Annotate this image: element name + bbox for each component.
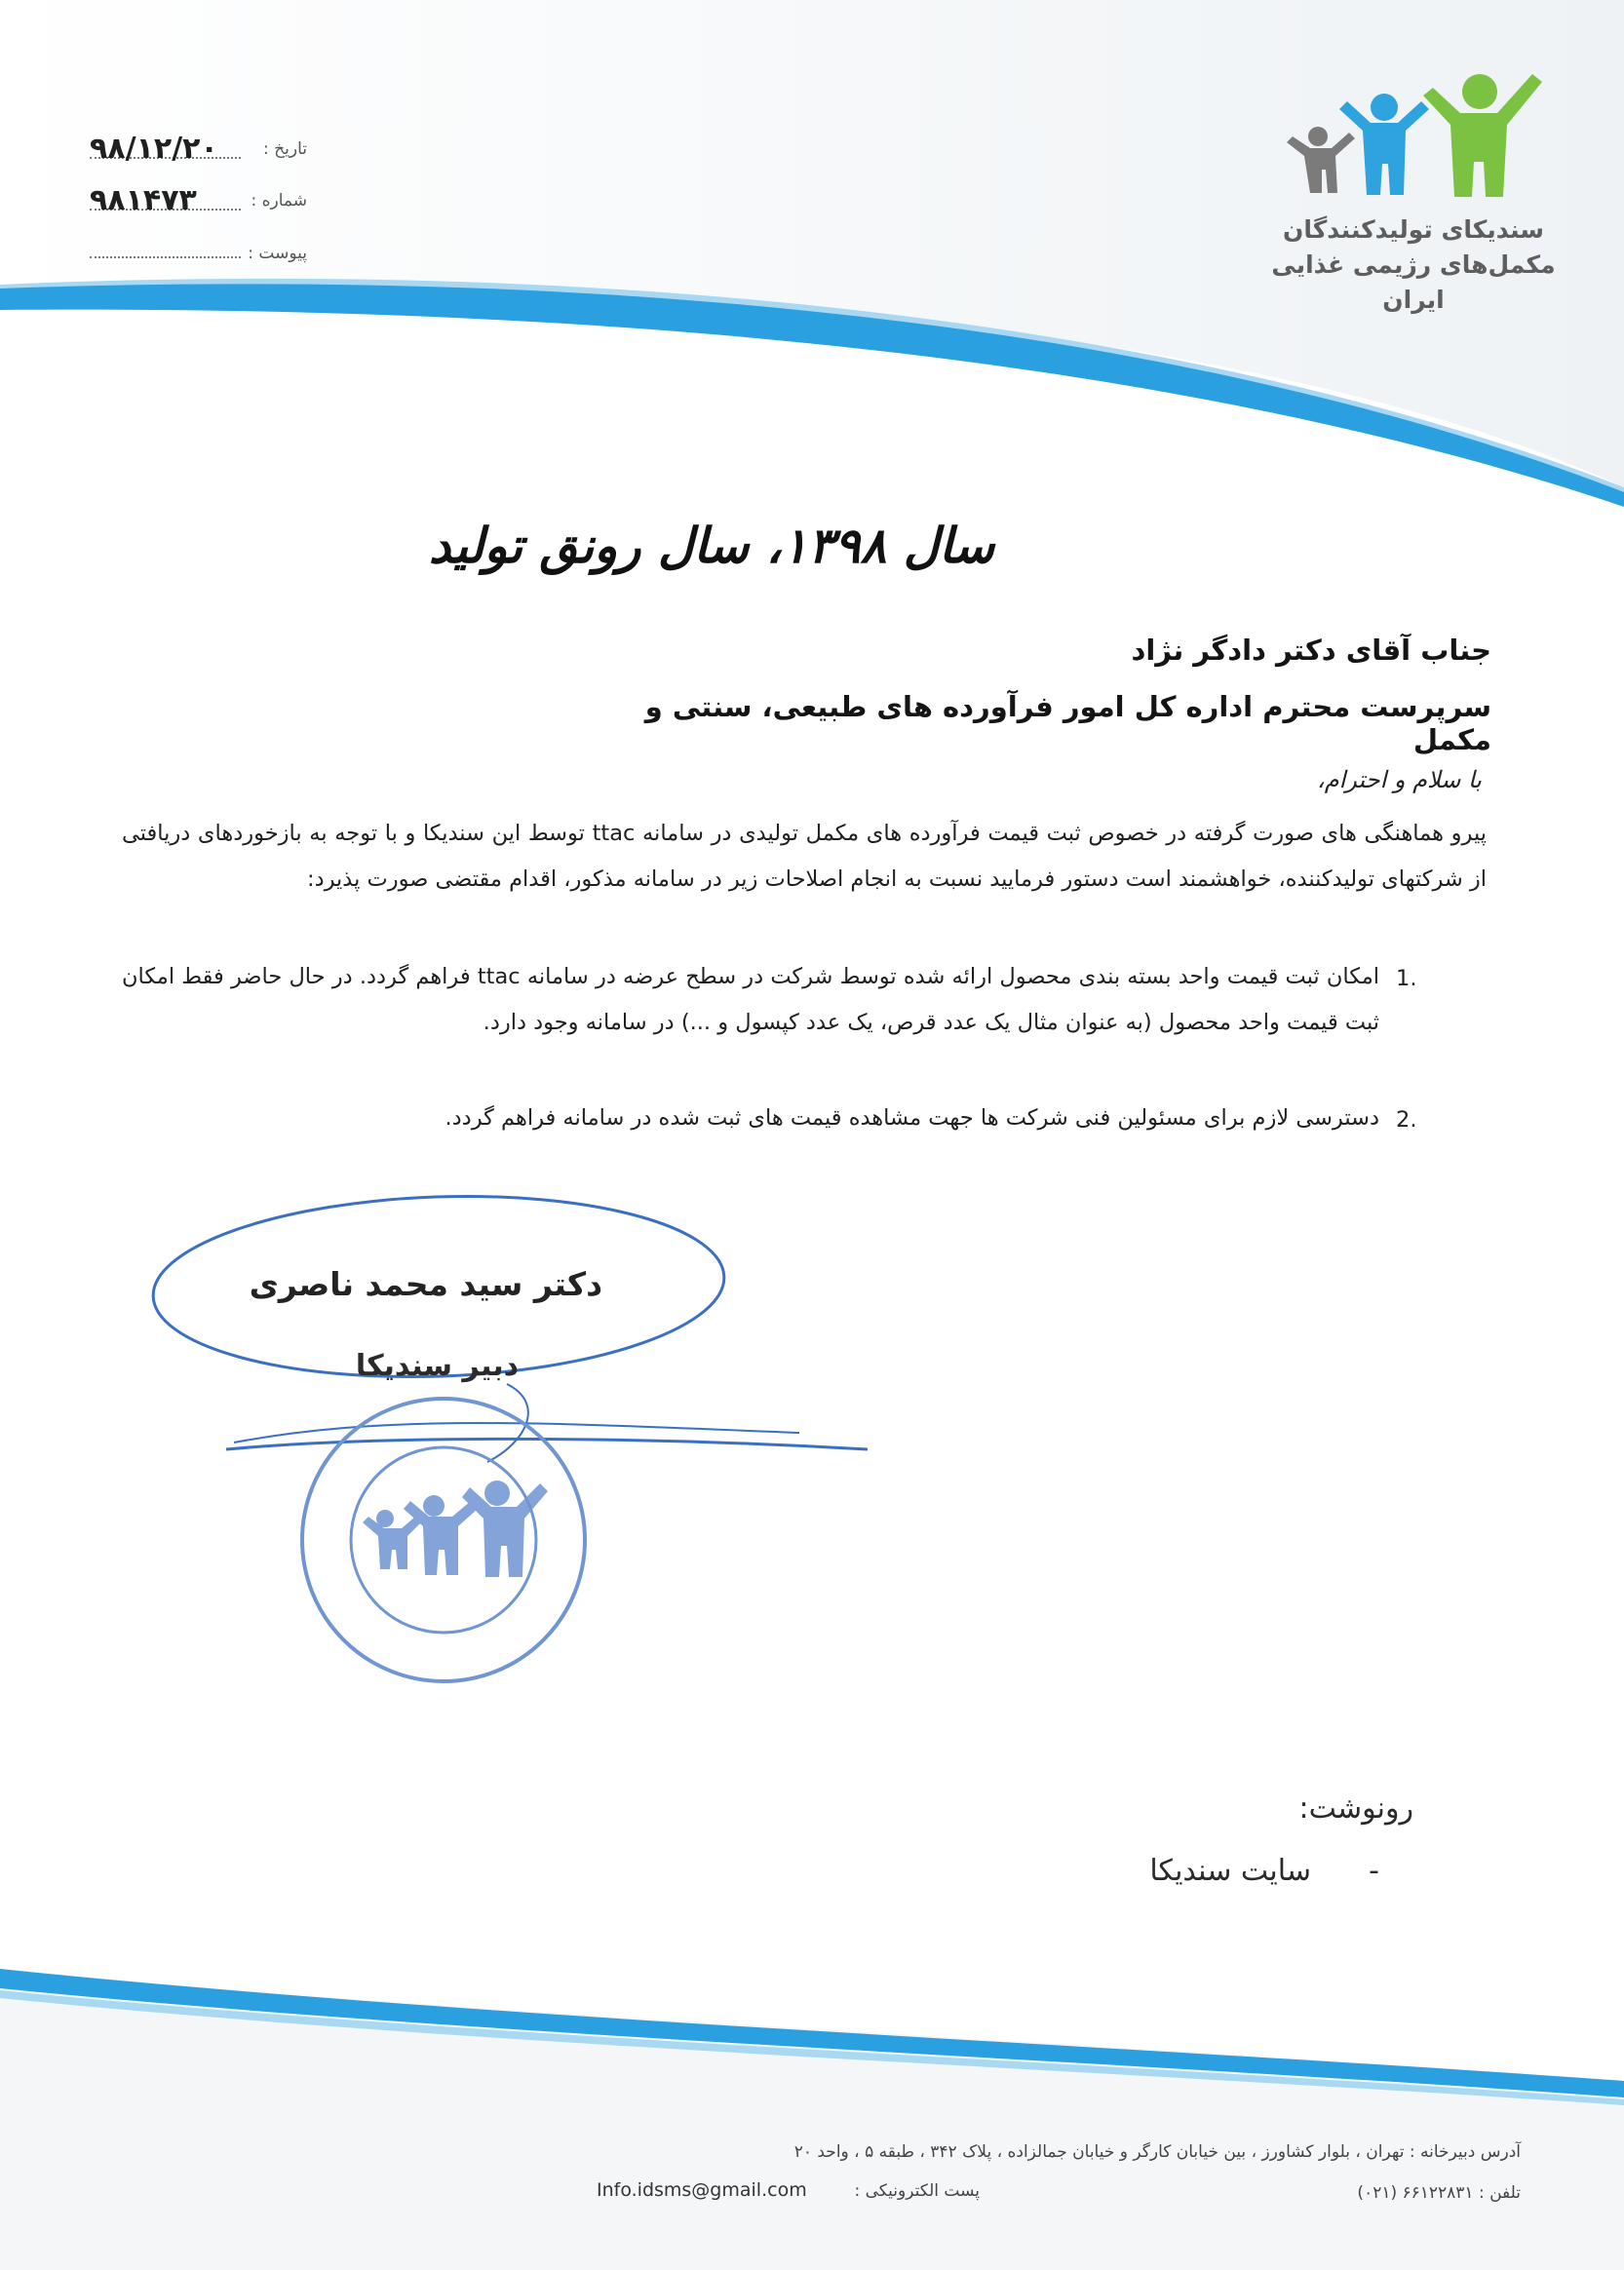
footer-address: آدرس دبیرخانه : تهران ، بلوار کشاورز ، بین خیابان کارگر و خیابان جمالزاده ، پلاک ۳۴۲ ، طبقه ۵ ، واحد ۲۰ — [793, 2142, 1521, 2162]
cc-label: رونوشت: — [1298, 1791, 1413, 1826]
recipient-name: جناب آقای دکتر دادگر نژاد — [1131, 634, 1491, 667]
recipient-title: سرپرست محترم اداره کل امور فرآورده های طبیعی، سنتی و مکمل — [644, 690, 1491, 756]
org-name-line1: سندیکای تولیدکنندگان — [1283, 215, 1544, 244]
signatory-title: دبیر سندیکا — [355, 1349, 519, 1383]
org-name-line2: مکمل‌های رژیمی غذایی — [1271, 250, 1556, 279]
footer-email-label: پست الکترونیکی : — [854, 2181, 980, 2201]
org-name-line3: ایران — [1382, 286, 1445, 314]
cc-item: سایت سندیکا — [1149, 1854, 1311, 1888]
intro-paragraph: پیرو هماهنگی های صورت گرفته در خصوص ثبت قیمت فرآورده های مکمل تولیدی در سامانه ttac توسط این سندیکا و با توجه به بازخوردهای دریافتی از شرکتهای تولیدکننده، خواهشمند است دستور فرمایید نسبت به انجام اصلاحات زیر در سامانه مذکور، اقدام مقتضی صورت پذیرد: — [122, 821, 1487, 892]
list-item-2: دسترسی لازم برای مسئولین فنی شرکت ها جهت مشاهده قیمت های ثبت شده در سامانه فراهم گردد. — [445, 1105, 1379, 1131]
attachment-label: پیوست : — [248, 244, 307, 263]
signatory-name: دکتر سید محمد ناصری — [249, 1265, 602, 1303]
date-value: ۹۸/۱۲/۲۰ — [90, 132, 218, 166]
greeting: با سلام و احترام، — [1316, 766, 1482, 793]
motto: سال ۱۳۹۸، سال رونق تولید — [428, 517, 995, 574]
footer-phone: تلفن : ۶۶۱۲۲۸۳۱ (۰۲۱) — [1357, 2183, 1521, 2203]
date-label: تاریخ : — [263, 139, 307, 159]
footer-email[interactable]: Info.idsms@gmail.com — [597, 2179, 807, 2201]
cc-dash: - — [1369, 1854, 1379, 1888]
item-number-1: 1. — [1396, 966, 1417, 991]
list-item-1: امکان ثبت قیمت واحد بسته بندی محصول ارائه شده توسط شرکت در سطح عرضه در سامانه ttac فراهم گردد. در حال حاضر فقط امکان ثبت قیمت واحد محصول (به عنوان مثال یک عدد قرص، یک عدد کپسول و ...) در سامانه وجود دارد. — [122, 964, 1379, 1035]
number-label: شماره : — [251, 191, 307, 211]
item-number-2: 2. — [1396, 1107, 1417, 1133]
number-value: ۹۸۱۴۷۳ — [90, 183, 197, 217]
